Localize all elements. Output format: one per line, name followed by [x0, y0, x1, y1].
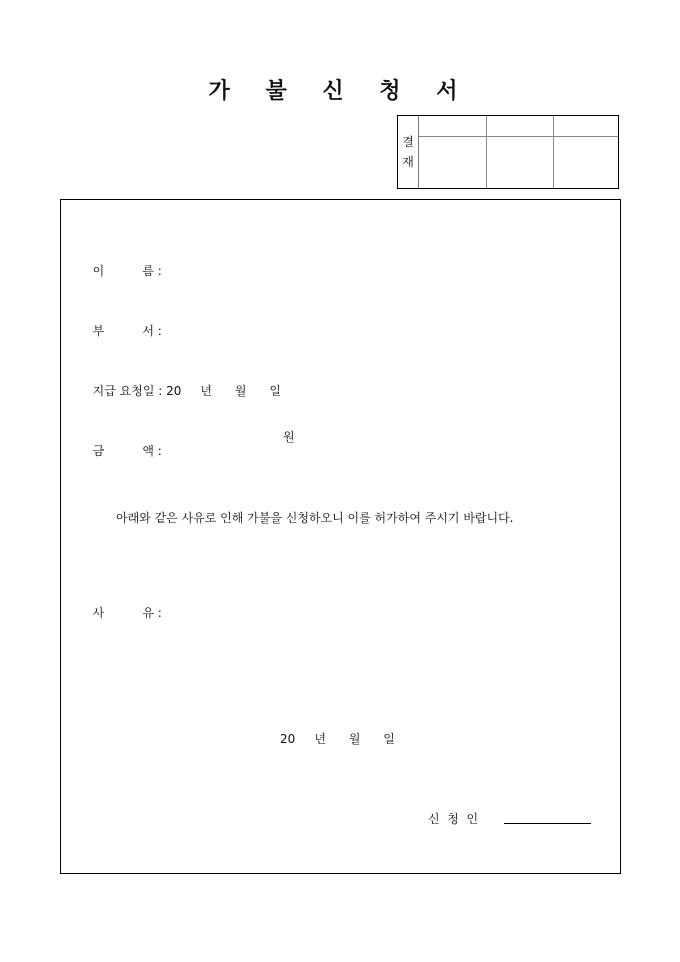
application-date: 20 년 월 일: [280, 732, 395, 746]
approval-col-divider: [486, 116, 487, 188]
request-notice: 아래와 같은 사유로 인해 가불을 신청하오니 이를 허가하여 주시기 바랍니다.: [116, 511, 514, 525]
reason-label: 사 유 :: [92, 606, 162, 620]
amount-label: 금 액 :: [92, 444, 162, 458]
approval-label-bottom: 재: [402, 155, 414, 169]
amount-field: [85, 428, 162, 459]
dept-label: 부 서 :: [92, 324, 162, 338]
pay-date-label: 지급 요청일 : 20 년 월 일: [92, 384, 281, 398]
name-label: 이 름 :: [92, 264, 162, 278]
form-frame: [60, 199, 621, 874]
approval-col-divider: [553, 116, 554, 188]
reason-field: [85, 590, 162, 621]
approval-table: [397, 115, 619, 189]
amount-unit: 원: [283, 430, 295, 444]
pay-date-field: [85, 368, 281, 399]
name-field: [85, 248, 162, 279]
applicant-label: 신 청 인: [428, 812, 479, 826]
dept-field: [85, 308, 162, 339]
page-title: 가 불 신 청 서: [208, 79, 472, 104]
approval-label-top: 결: [402, 135, 414, 149]
approval-row-divider: [419, 136, 618, 137]
signature-line: [504, 823, 591, 824]
approval-label: [398, 116, 419, 188]
